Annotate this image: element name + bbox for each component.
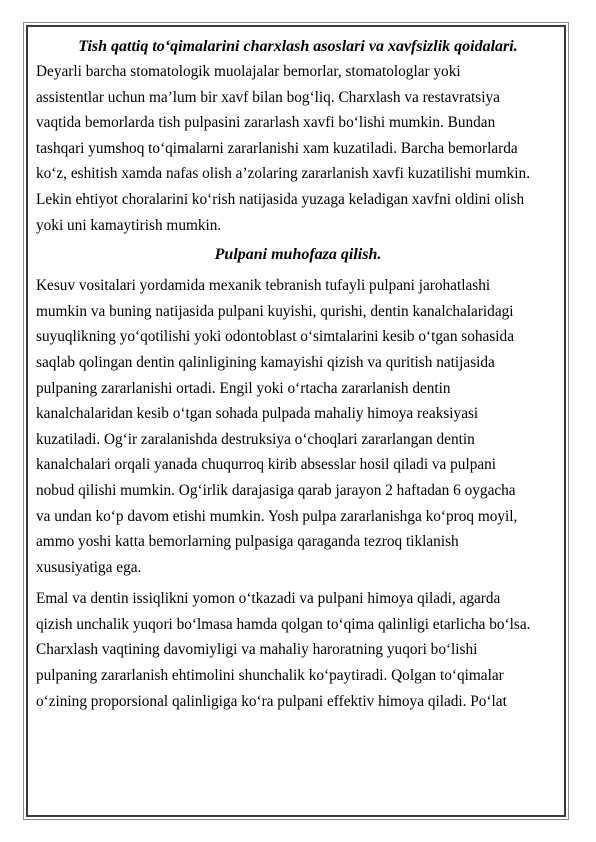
text-line: Lekin ehtiyot choralarini ko‘rish natijasida yuzaga keladigan xavfni oldini olish <box>36 190 525 208</box>
text-line: xususiyatiga ega. <box>36 558 142 576</box>
text-line: suyuqlikning yo‘qotilishi yoki odontoblast o‘simtalarini kesib o‘tgan sohasida <box>36 328 514 346</box>
text-line: Charxlash vaqtining davomiyligi va mahaliy haroratning yuqori bo‘lishi <box>36 641 478 659</box>
section-heading: Pulpani muhofaza qilish. <box>214 246 382 264</box>
paragraph-heat-protection <box>36 586 560 714</box>
document-title: Tish qattiq to‘qimalarini charxlash asoslari va xavfsizlik qoidalari. <box>78 38 518 55</box>
text-line: pulpaning zararlanish ehtimolini shunchalik ko‘paytiradi. Qolgan to‘qimalar <box>36 667 504 685</box>
text-line: ammo yoshi katta bemorlarning pulpasiga qaraganda tezroq tiklanish <box>36 533 459 551</box>
text-line: nobud qilishi mumkin. Og‘irlik darajasiga qarab jarayon 2 haftadan 6 oygacha <box>36 481 516 499</box>
text-line: saqlab qolingan dentin qalinligining kamayishi qizish va quritish natijasida <box>36 353 495 371</box>
text-line: Kesuv vositalari yordamida mexanik tebranish tufayli pulpani jarohatlashi <box>36 277 491 295</box>
text-line: Emal va dentin issiqlikni yomon o‘tkazadi va pulpani himoya qiladi, agarda <box>36 590 501 608</box>
text-line: va undan ko‘p davom etishi mumkin. Yosh pulpa zararlanishga ko‘proq moyil, <box>36 507 518 525</box>
text-line: o‘zining proporsional qalinligiga ko‘ra pulpani effektiv himoya qiladi. Po‘lat <box>36 692 507 710</box>
text-line: Deyarli barcha stomatologik muolajalar bemorlar, stomatologlar yoki <box>36 63 461 80</box>
text-line: pulpaning zararlanishi ortadi. Engil yoki o‘rtacha zararlanish dentin <box>36 379 451 397</box>
text-line: assistentlar uchun ma’lum bir xavf bilan bog‘liq. Charxlash va restavratsiya <box>36 88 500 106</box>
text-line: vaqtida bemorlarda tish pulpasini zararlash xavfi bo‘lishi mumkin. Bundan <box>36 114 496 132</box>
text-line: qizish unchalik yuqori bo‘lmasa hamda qolgan to‘qima qalinligi etarlicha bo‘lsa. <box>36 615 531 633</box>
text-line: kanalchalari orqali yanada chuqurroq kirib absesslar hosil qiladi va pulpani <box>36 456 497 474</box>
paragraph-intro <box>36 59 560 238</box>
text-line: kanalchalaridan kesib o‘tgan sohada pulpada mahaliy himoya reaksiyasi <box>36 405 479 423</box>
text-line: yoki uni kamaytirish mumkin. <box>36 216 222 234</box>
text-line: ko‘z, eshitish xamda nafas olish a’zolaring zararlanish xavfi kuzatilishi mumkin. <box>36 165 531 183</box>
document-body <box>36 34 560 714</box>
paragraph-pulp-injury <box>36 273 560 580</box>
text-line: mumkin va buning natijasida pulpani kuyishi, qurishi, dentin kanalchalaridagi <box>36 302 514 320</box>
text-line: kuzatiladi. Og‘ir zaralanishda destruksiya o‘choqlari zararlangan dentin <box>36 430 475 448</box>
text-line: tashqari yumshoq to‘qimalarni zararlanishi xam kuzatiladi. Barcha bemorlarda <box>36 139 518 157</box>
